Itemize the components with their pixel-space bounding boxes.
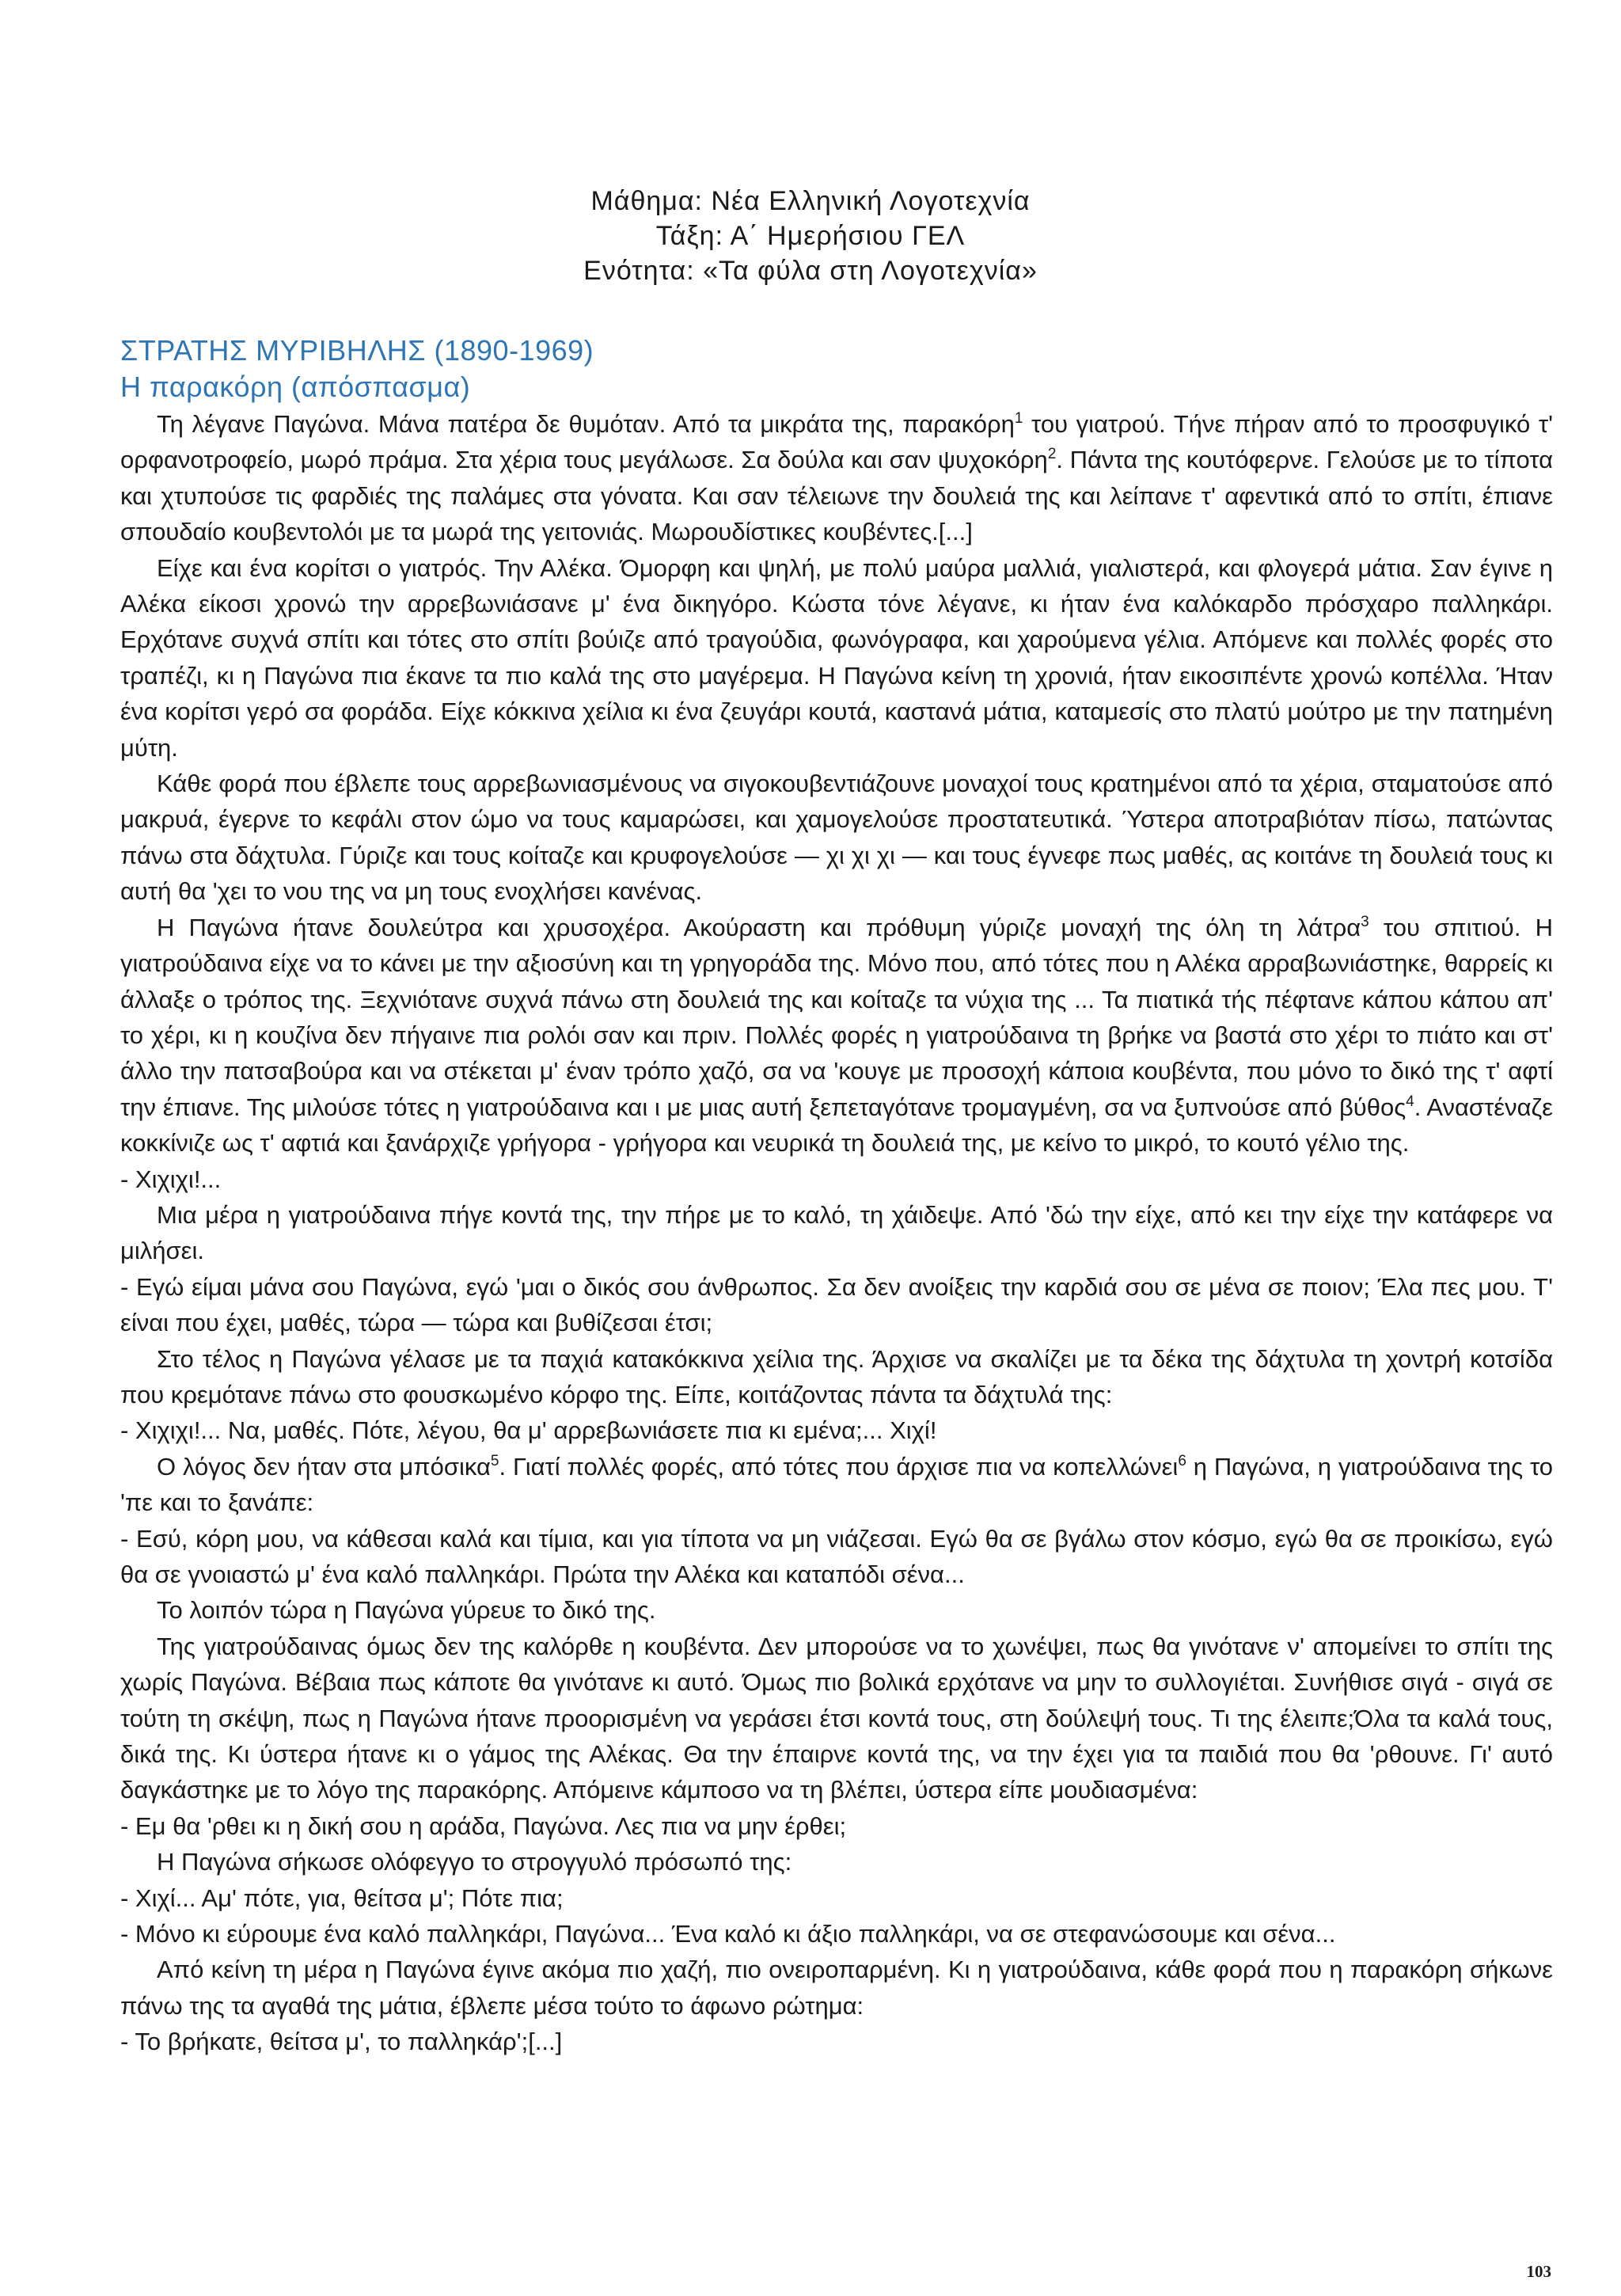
- page-number: 103: [1526, 2262, 1551, 2281]
- text-title: Η παρακόρη (απόσπασμα): [120, 371, 471, 403]
- paragraph: [120, 1412, 1553, 1448]
- paragraph: [120, 1629, 1553, 1808]
- paragraph: [120, 1808, 1553, 1844]
- author-name: ΣΤΡΑΤΗΣ ΜΥΡΙΒΗΛΗΣ (1890-1969): [120, 334, 594, 367]
- paragraph: [120, 1952, 1553, 2024]
- paragraph-text: . Γιατί πολλές φορές, από τότες που άρχισε πια να κοπελλώνει: [499, 1452, 1179, 1481]
- paragraph-text: Είχε και ένα κορίτσι ο γιατρός. Την Αλέκα. Όμορφη και ψηλή, με πολύ μαύρα μαλλιά, γιαλιστερά, και φλογερά μάτια. Σαν έγινε η Αλέκα είκοσι χρονώ την αρρεβωνιάσανε μ' ένα δικηγόρο. Κώστα τόνε λέγανε, κι ήταν ένα καλόκαρδο πρόσχαρο παλληκάρι. Ερχότανε συχνά σπίτι και τότες στο σπίτι βούιζε από τραγούδια, φωνόγραφα, και χαρούμενα γέλια. Απόμενε και πολλές φορές στο τραπέζι, κι η Παγώνα πια έκανε τα πιο καλά της στο μαγέρεμα. Η Παγώνα κείνη τη χρονιά, ήταν εικοσιπέντε χρονώ κοπέλλα. Ήταν ένα κορίτσι γερό σα φοράδα. Είχε κόκκινα χείλια κι ένα ζευγάρι κουτά, καστανά μάτια, καταμεσίς στο πλατύ μούτρο με την πατημένη μύτη.: [120, 553, 1553, 762]
- paragraph-text: - Το βρήκατε, θείτσα μ', το παλληκάρ';[...]: [120, 2028, 563, 2056]
- paragraph-text: - Εσύ, κόρη μου, να κάθεσαι καλά και τίμια, και για τίποτα να μη νιάζεσαι. Εγώ θα σε βγάλω στον κόσμο, εγώ θα σε προικίσω, εγώ θα σε γνοιαστώ μ' ένα καλό παλληκάρι. Πρώτα την Αλέκα και καταπόδι σένα...: [120, 1524, 1553, 1588]
- paragraph-text: του γιατρού. Τήνε πήραν από το προσφυγικό τ' ορφανοτροφείο, μωρό πράμα. Στα χέρια τους μεγάλωσε. Σα δούλα και σαν ψυχοκόρη: [120, 410, 1553, 474]
- paragraph-text: - Εγώ είμαι μάνα σου Παγώνα, εγώ 'μαι ο δικός σου άνθρωπος. Σα δεν ανοίξεις την καρδιά σου σε μένα σε ποιον; Έλα πες μου. Τ' είναι που έχει, μαθές, τώρα — τώρα και βυθίζεσαι έτσι;: [120, 1272, 1553, 1337]
- paragraph: [120, 1592, 1553, 1628]
- course-unit: Ενότητα: «Τα φύλα στη Λογοτεχνία»: [583, 256, 1038, 286]
- paragraph: [120, 1269, 1553, 1341]
- paragraph-text: του σπιτιού. Η γιατρούδαινα είχε να το κάνει με την αξιοσύνη και τη γρηγοράδα της. Μόνο που, από τότες που η Αλέκα αρραβωνιάστηκε, θαρρείς κι άλλαξε ο τρόπος της. Ξεχνιότανε συχνά πάνω στη δουλειά της και κοίταζε τα νύχια της ... Τα πιατικά τής πέφτανε κάπου κάπου απ' το χέρι, κι η κουζίνα δεν πήγαινε πια ρολόι σαν και πριν. Πολλές φορές η γιατρούδαινα τη βρήκε να βαστά στο χέρι το πιάτο και στ' άλλο την πατσαβούρα και να στέκεται μ' έναν τρόπο χαζό, σα να 'κουγε με προσοχή κάποια κουβέντα, που μόνο το δικό της τ' αφτί την έπιανε. Της μιλούσε τότες η γιατρούδαινα και ι με μιας αυτή ξεπεταγότανε τρομαγμένη, σα να ξυπνούσε από βύθος: [120, 913, 1554, 1121]
- footnote-marker: 2: [1047, 446, 1057, 463]
- paragraph: [120, 1161, 1553, 1197]
- paragraph: [120, 1916, 1553, 1952]
- paragraph: [120, 2024, 1553, 2059]
- footnote-marker: 5: [490, 1452, 499, 1469]
- paragraph-text: . Αναστέναζε κοκκίνιζε ως τ' αφτιά και ξανάρχιζε γρήγορα - γρήγορα και νευρικά τη δουλειά της, με κείνο το μικρό, το κουτό γέλιο της.: [120, 1093, 1553, 1158]
- text-heading: [120, 333, 594, 405]
- paragraph-text: . Πάντα της κουτόφερνε. Γελούσε με το τίποτα και χτυπούσε τις φαρδιές της παλάμες στα γόνατα. Και σαν τέλειωνε την δουλειά της και λείπανε τ' αφεντικά από το σπίτι, έπιανε σπουδαίο κουβεντολόι με τα μωρά της γειτονιάς. Μωρουδίστικες κουβέντες.[...]: [120, 446, 1554, 546]
- course-header: [0, 184, 1621, 288]
- paragraph-text: Ο λόγος δεν ήταν στα μπόσικα: [157, 1452, 491, 1481]
- paragraph: [120, 1880, 1553, 1916]
- footnote-marker: 3: [1361, 913, 1369, 930]
- footnote-marker: 4: [1406, 1093, 1414, 1110]
- paragraph-text: Τη λέγανε Παγώνα. Μάνα πατέρα δε θυμόταν. Από τα μικράτα της, παρακόρη: [157, 410, 1015, 438]
- paragraph: [120, 766, 1553, 910]
- footnote-marker: 6: [1178, 1452, 1186, 1469]
- paragraph-text: Στο τέλος η Παγώνα γέλασε με τα παχιά κατακόκκινα χείλια της. Άρχισε να σκαλίζει με τα δέκα της δάχτυλα τη χοντρή κοτσίδα που κρεμότανε πάνω στο φουσκωμένο κόρφο της. Είπε, κοιτάζοντας πάντα τα δάχτυλά της:: [120, 1344, 1553, 1408]
- paragraph-text: - Χιχιχι!... Να, μαθές. Πότε, λέγου, θα μ' αρρεβωνιάσετε πια κι εμένα;... Χιχί!: [120, 1416, 937, 1445]
- paragraph-text: Κάθε φορά που έβλεπε τους αρρεβωνιασμένους να σιγοκουβεντιάζουνε μοναχοί τους κρατημένοι από τα χέρια, σταματούσε από μακρυά, έγερνε το κεφάλι στον ώμο να τους καμαρώσει, και χαμογελούσε προστατευτικά. Ύστερα αποτραβιόταν πίσω, πατώντας πάνω στα δάχτυλα. Γύριζε και τους κοίταζε και κρυφογελούσε — χι χι χι — και τους έγνεφε πως μαθές, ας κοιτάνε τη δουλειά τους κι αυτή θα 'χει το νου της να μη τους ενοχλήσει κανένας.: [120, 770, 1553, 906]
- paragraph: [120, 1449, 1553, 1521]
- paragraph-text: Η Παγώνα σήκωσε ολόφεγγο το στρογγυλό πρόσωπό της:: [157, 1848, 792, 1876]
- paragraph-text: Από κείνη τη μέρα η Παγώνα έγινε ακόμα πιο χαζή, πιο ονειροπαρμένη. Κι η γιατρούδαινα, κάθε φορά που η παρακόρη σήκωνε πάνω της τα αγαθά της μάτια, έβλεπε μέσα τούτο το άφωνο ρώτημα:: [120, 1956, 1553, 2020]
- paragraph: [120, 1197, 1553, 1269]
- paragraph-text: η Παγώνα, η γιατρούδαινα της το 'πε και το ξανάπε:: [120, 1452, 1553, 1517]
- paragraph-text: Το λοιπόν τώρα η Παγώνα γύρευε το δικό της.: [157, 1596, 656, 1625]
- paragraph-text: Η Παγώνα ήτανε δουλεύτρα και χρυσοχέρα. Ακούραστη και πρόθυμη γύριζε μοναχή της όλη τη λάτρα: [157, 913, 1361, 941]
- paragraph: [120, 406, 1553, 550]
- course-subject: Μάθημα: Νέα Ελληνική Λογοτεχνία: [590, 186, 1031, 216]
- paragraph: [120, 1341, 1553, 1413]
- paragraph: [120, 550, 1553, 766]
- paragraph-text: - Χιχιχι!...: [120, 1165, 222, 1193]
- paragraph-text: - Μόνο κι εύρουμε ένα καλό παλληκάρι, Παγώνα... Ένα καλό κι άξιο παλληκάρι, να σε στεφανώσουμε και σένα...: [120, 1920, 1336, 1948]
- paragraph: [120, 1521, 1553, 1593]
- course-class: Τάξη: Α΄ Ημερήσιου ΓΕΛ: [655, 221, 966, 251]
- paragraph-text: Της γιατρούδαινας όμως δεν της καλόρθε η κουβέντα. Δεν μπορούσε να το χωνέψει, πως θα γινότανε ν' απομείνει το σπίτι της χωρίς Παγώνα. Βέβαια πως κάποτε θα γινότανε κι αυτό. Όμως πιο βολικά ερχότανε να μην το συλλογιέται. Συνήθισε σιγά - σιγά σε τούτη τη σκέψη, πως η Παγώνα ήτανε προορισμένη να γεράσει έτσι κοντά τους, στη δούλεψή τους. Τι της έλειπε;Όλα τα καλά τους, δικά της. Κι ύστερα ήτανε κι ο γάμος της Αλέκας. Θα την έπαιρνε κοντά της, να την έχει για τα παιδιά που θα 'ρθουνε. Γι' αυτό δαγκάστηκε με το λόγο της παρακόρης. Απόμεινε κάμποσο να τη βλέπει, ύστερα είπε μουδιασμένα:: [120, 1632, 1553, 1804]
- paragraph-text: - Χιχί... Αμ' πότε, για, θείτσα μ'; Πότε πια;: [120, 1884, 564, 1912]
- paragraph: [120, 910, 1553, 1161]
- footnote-marker: 1: [1014, 410, 1023, 427]
- paragraph-text: - Εμ θα 'ρθει κι η δική σου η αράδα, Παγώνα. Λες πια να μην έρθει;: [120, 1811, 847, 1840]
- body-text: [120, 406, 1553, 2060]
- paragraph: [120, 1844, 1553, 1880]
- paragraph-text: Μια μέρα η γιατρούδαινα πήγε κοντά της, την πήρε με το καλό, τη χάιδεψε. Από 'δώ την είχε, από κει την είχε την κατάφερε να μιλήσει.: [120, 1200, 1553, 1265]
